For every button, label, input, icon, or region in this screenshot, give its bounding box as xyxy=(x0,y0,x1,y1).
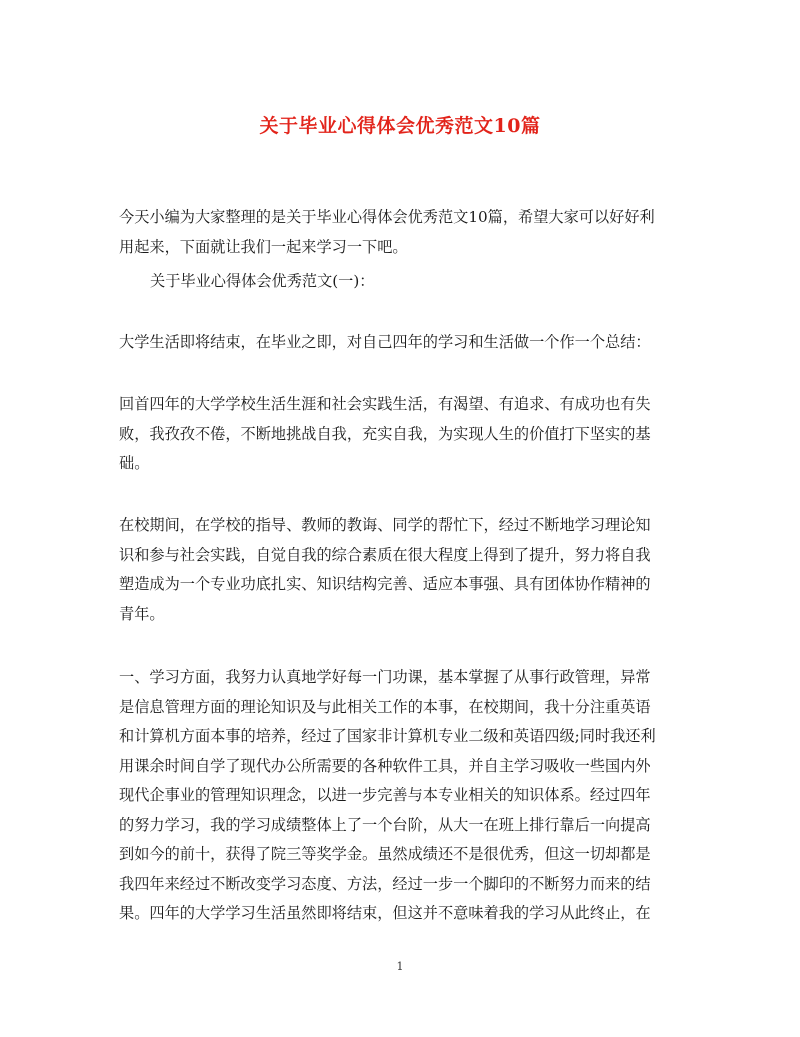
document-title: 关于毕业心得体会优秀范文10篇 xyxy=(259,115,541,137)
text-line: 我四年来经过不断改变学习态度、方法，经过一步一个脚印的不断努力而来的结 xyxy=(119,874,651,893)
text-line: 大学生活即将结束，在毕业之即，对自己四年的学习和生活做一个作一个总结： xyxy=(119,333,651,351)
text-line: 青年。 xyxy=(119,604,165,623)
paragraph-1 xyxy=(119,328,679,358)
intro-paragraph xyxy=(119,203,679,262)
paragraph-2 xyxy=(119,390,679,479)
text-line: 的努力学习，我的学习成绩整体上了一个台阶，从大一在班上排行靠后一向提高 xyxy=(119,815,651,834)
text-line: 用课余时间自学了现代办公所需要的各种软件工具，并自主学习吸收一些国内外 xyxy=(119,756,651,775)
text-line: 关于毕业心得体会优秀范文(一)： xyxy=(150,272,375,290)
text-line: 今天小编为大家整理的是关于毕业心得体会优秀范文10篇，希望大家可以好好利 xyxy=(119,208,655,226)
paragraph-3 xyxy=(119,511,679,629)
text-line: 在校期间，在学校的指导、教师的教诲、同学的帮忙下，经过不断地学习理论知 xyxy=(119,516,651,534)
text-line: 现代企事业的管理知识理念，以进一步完善与本专业相关的知识体系。经过四年 xyxy=(119,786,651,804)
text-line: 一、学习方面，我努力认真地学好每一门功课，基本掌握了从事行政管理，异常 xyxy=(119,668,651,686)
page-number: 1 xyxy=(396,960,404,973)
paragraph-4 xyxy=(119,663,679,929)
text-line: 果。四年的大学学习生活虽然即将结束，但这并不意味着我的学习从此终止，在 xyxy=(119,904,651,922)
section-subtitle xyxy=(119,267,679,297)
text-line: 用起来，下面就让我们一起来学习一下吧。 xyxy=(119,237,408,256)
text-line: 和计算机方面本事的培养，经过了国家非计算机专业二级和英语四级;同时我还利 xyxy=(119,727,656,745)
text-line: 回首四年的大学学校生活生涯和社会实践生活，有渴望、有追求、有成功也有失 xyxy=(119,395,651,413)
text-line: 识和参与社会实践，自觉自我的综合素质在很大程度上得到了提升，努力将自我 xyxy=(119,545,651,564)
text-line: 础。 xyxy=(119,454,150,472)
text-line: 塑造成为一个专业功底扎实、知识结构完善、适应本事强、具有团体协作精神的 xyxy=(119,575,651,593)
text-line: 败，我孜孜不倦，不断地挑战自我，充实自我，为实现人生的价值打下坚实的基 xyxy=(119,424,651,443)
text-line: 到如今的前十，获得了院三等奖学金。虽然成绩还不是很优秀，但这一切却都是 xyxy=(119,845,651,863)
text-line: 是信息管理方面的理论知识及与此相关工作的本事，在校期间，我十分注重英语 xyxy=(119,697,651,716)
